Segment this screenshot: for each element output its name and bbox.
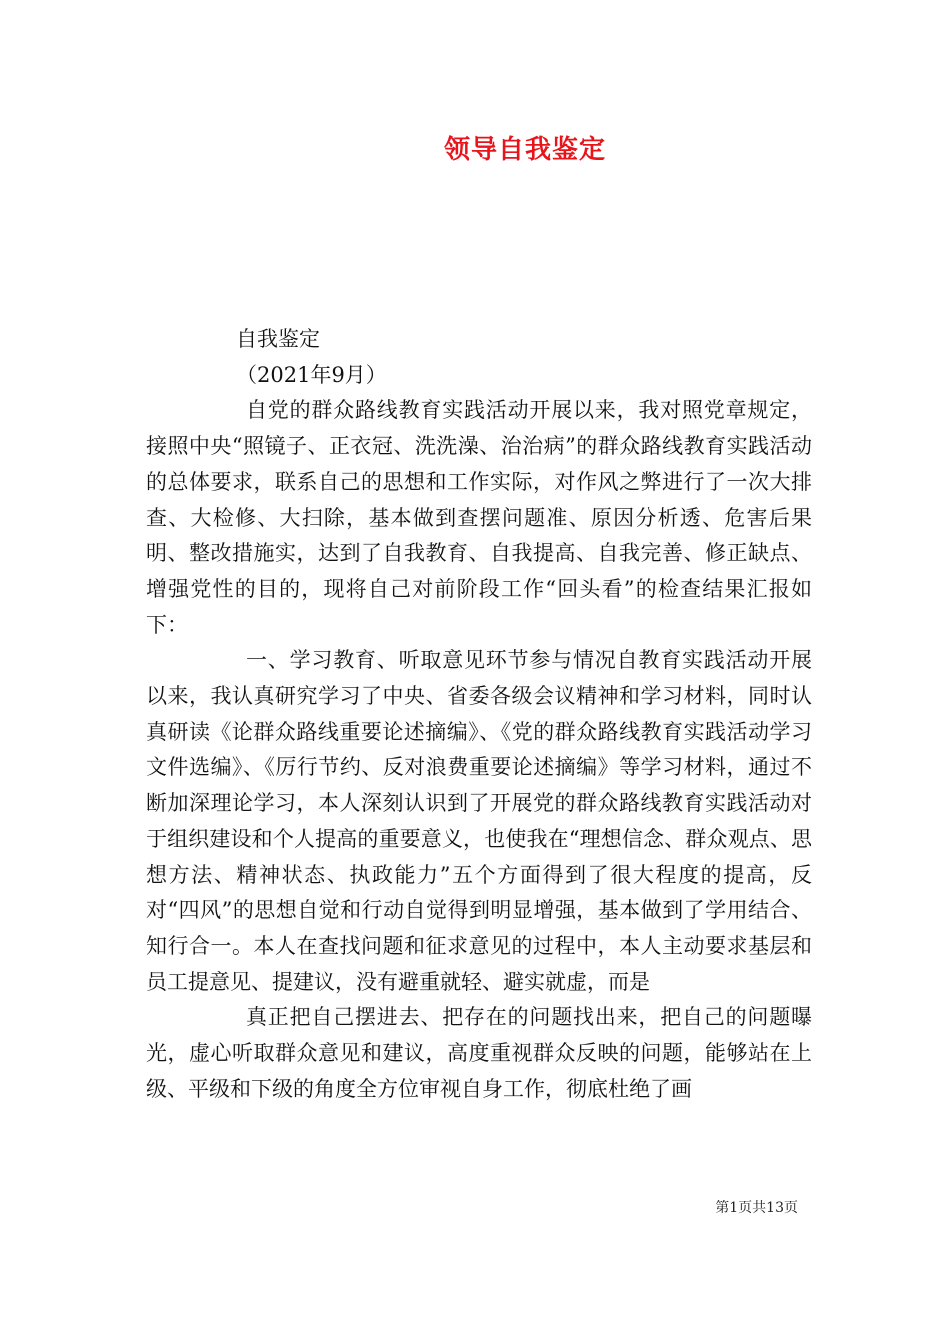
- paragraph-study: 一、学习教育、听取意见环节参与情况自教育实践活动开展以来，我认真研究学习了中央、省委各级会议精神和学习材料，同时认真研读《论群众路线重要论述摘编》、《党的群众路线教育实践活动学习文件选编》、《厉行节约、反对浪费重要论述摘编》等学习材料，通过不断加深理论学习，本人深刻认识到了开展党的群众路线教育实践活动对于组织建设和个人提高的重要意义，也使我在“理想信念、群众观点、思想方法、精神状态、执政能力”五个方面得到了很大程度的提高，反对“四风”的思想自觉和行动自觉得到明显增强，基本做到了学用结合、知行合一。本人在查找问题和征求意见的过程中，本人主动要求基层和员工提意见、提建议，没有避重就轻、避实就虚，而是: [146, 648, 812, 994]
- document-body: [146, 322, 812, 1107]
- paragraph-selfcheck: 真正把自己摆进去、把存在的问题找出来，把自己的问题曝光，虚心听取群众意见和建议，高度重视群众反映的问题，能够站在上级、平级和下级的角度全方位审视自身工作，彻底杜绝了画: [146, 1005, 812, 1101]
- page-number: 第1页共13页: [715, 1200, 798, 1216]
- paragraph-intro: 自党的群众路线教育实践活动开展以来，我对照党章规定，接照中央“照镜子、正衣冠、洗洗澡、治治病”的群众路线教育实践活动的总体要求，联系自己的思想和工作实际，对作风之弊进行了一次大排查、大检修、大扫除，基本做到查摆问题准、原因分析透、危害后果明、整改措施实，达到了自我教育、自我提高、自我完善、修正缺点、增强党性的目的，现将自己对前阶段工作“回头看”的检查结果汇报如下：: [146, 398, 812, 637]
- document-title: 领导自我鉴定: [443, 135, 606, 165]
- date-line: （2021年9月）: [236, 362, 387, 387]
- section-heading: 自我鉴定: [236, 327, 320, 351]
